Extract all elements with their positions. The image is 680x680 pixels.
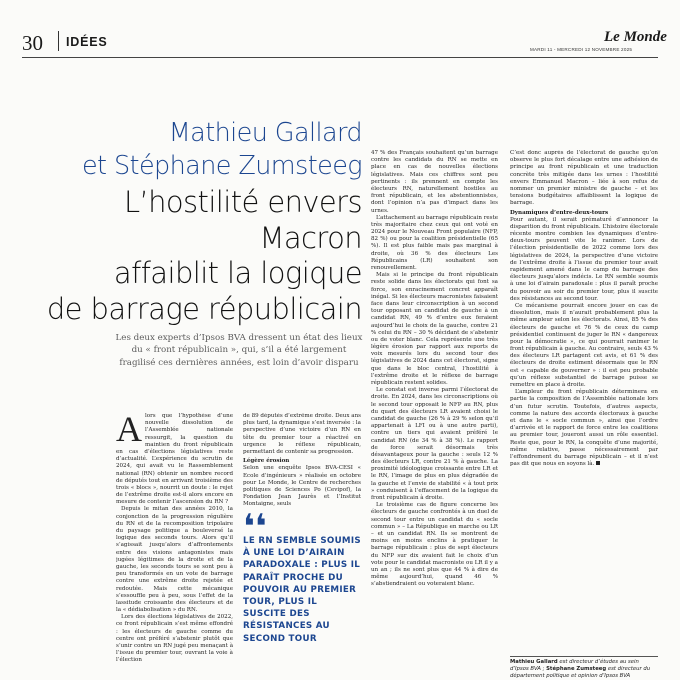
newspaper-logo[interactable]: Le Monde bbox=[604, 29, 667, 45]
deck: Les deux experts d’Ipsos BVA dressent un état des lieux du « front républicain », qui, s’il a été largement fragilisé ces dernières années, est loin d’avoir disparu bbox=[115, 333, 363, 368]
paragraph-text: L’ampleur du front républicain déterminera en partie la composition de l’Assemblée nationale lors d’un futur scrutin. Toutefois, d’autres aspects, comme la nature des accords électoraux à gauche et dans le « socle commun », ainsi que l’ordre d’arrivée et le rapport de force entre les coalitions au premier tour, joueront aussi un rôle essentiel. Reste que, pour le RN, la conquête d’une majorité, même relative, passe nécessairement par l’effondrement du barrage républicain – et il n’est pas dit que nous en soyons là. bbox=[510, 389, 658, 468]
bio-rule bbox=[510, 656, 658, 657]
header-separator bbox=[58, 31, 59, 51]
bio-name: Mathieu Gallard bbox=[510, 659, 558, 665]
title-block bbox=[40, 117, 362, 327]
page-number: 30 bbox=[22, 31, 43, 55]
paragraph: 47 % des Français souhaitent qu’un barrage contre les candidats du RN se mette en place en cas de nouvelles élections législatives. Mais ces chiffres sont peu pertinents : ils prennent en compte les électeurs RN, naturellement hostiles au front républicain, et les abstentionnistes, dont l’opinion n’a pas d’impact dans les urnes. bbox=[371, 150, 498, 214]
drop-cap: A bbox=[116, 413, 142, 449]
bio-name: Stéphane Zumsteeg bbox=[546, 666, 607, 672]
section-label[interactable]: IDÉES bbox=[66, 35, 108, 49]
paragraph bbox=[510, 389, 658, 468]
paragraph: Pour autant, il serait prématuré d’annoncer la disparition du front républicain. L’histoire électorale récente montre combien les dynamiques d’entre-deux-tours peuvent vite le ranimer. Lors de l’élection présidentielle de 2022 comme lors des législatives de 2024, la perspective d’une victoire de l’extrême droite à l’issue du premier tour avait rapidement amené dans le camp du barrage des électeurs jusqu’alors indécis. Le RN semble soumis à une loi d’airain paradoxale : plus il paraît proche du pouvoir au soir du premier tour, plus il suscite des résistances au second tour. bbox=[510, 216, 658, 302]
paragraph: C’est donc auprès de l’électorat de gauche qu’on observe le plus fort décalage entre une adhésion de principe au front républicain et une traduction concrète très mitigée dans les urnes : l’hostilité envers Emmanuel Macron – liée à son refus de nommer un premier ministre de gauche – et les tensions budgétaires affaiblissent la logique de barrage. bbox=[510, 150, 658, 207]
header-rule bbox=[22, 57, 658, 58]
pull-quote: LE RN SEMBLE SOUMIS À UNE LOI D’AIRAIN PARADOXALE : PLUS IL PARAÎT PROCHE DU POUVOIR AU PREMIER TOUR, PLUS IL SUSCITE DES RÉSISTANCES AU SECOND TOUR bbox=[243, 536, 361, 644]
author-line: et Stéphane Zumsteeg bbox=[81, 151, 362, 181]
paragraph: Selon une enquête Ipsos BVA-CESI « Ecole d’ingénieurs » réalisée en octobre pour Le Monde, le Centre de recherches politiques de Sciences Po (Cevipof), la Fondation Jean Jaurès et l’Institut Montaigne, seuls bbox=[243, 465, 361, 507]
paragraph: L’attachement au barrage républicain reste très majoritaire chez ceux qui ont voté en 2024 pour le Nouveau Front populaire (NFP, 82 %) ou pour la coalition présidentielle (65 %). Il est plus faible mais pas marginal à droite, où 36 % des électeurs Les Républicains (LR) souhaitent son renouvellement. bbox=[371, 214, 498, 271]
subheading: Dynamiques d’entre-deux-tours bbox=[510, 209, 609, 216]
paragraph: Lors des élections législatives de 2022, ce front républicain s’est même effondré : les électeurs de gauche comme du centre ont préféré s’abstenir plutôt que s’unir contre un RN jugé peu menaçant à l’issue du premier tour, ouvrant la voie à l’élection bbox=[116, 614, 233, 664]
author-bio bbox=[510, 659, 658, 680]
author-line: Mathieu Gallard bbox=[168, 118, 362, 148]
paragraph: Depuis le mitan des années 2010, la conjonction de la progression régulière du RN et de la recomposition tripolaire du paysage politique a bouleversé la logique des seconds tours. Alors qu’il s’agissait jusqu’alors d’affrontements entre des visions antagonistes mais jugées légitimes de la droite et de la gauche, les seconds tours se sont peu à peu transformés en un vote de barrage contre une extrême droite rejetée et redoutée. Mais cette mécanique s’essouffle peu à peu, sous l’effet de la lassitude croissante des électeurs et de la « dédiabolisation » du RN. bbox=[116, 506, 233, 614]
paragraph: Ce mécanisme pourrait encore jouer en cas de dissolution, mais il n’aurait probablement plus la même ampleur selon les électorats. Ainsi, 85 % des électeurs de gauche et 76 % de ceux du camp présidentiel continuent de juger le RN « dangereux pour la démocratie », ce qui pourrait ranimer le front républicain à gauche. Au contraire, seuls 43 % des électeurs LR partagent cet avis, et 61 % des électeurs de droite estiment désormais que le RN est « capable de gouverner » : il est peu probable qu’un réflexe substantiel de barrage puisse se remettre en place à droite. bbox=[510, 302, 658, 388]
end-mark-icon bbox=[596, 461, 600, 465]
body-column-4 bbox=[510, 150, 658, 562]
headline-line: affaiblit la logique bbox=[113, 256, 362, 290]
paragraph: de 89 députés d’extrême droite. Deux ans plus tard, la dynamique s’est inversée : la perspective d’une victoire d’un RN en tête du premier tour a réactivé en urgence le réflexe républicain, permettant de contenir sa progression. bbox=[243, 413, 361, 455]
subheading: Légère érosion bbox=[243, 458, 290, 465]
paragraph: Mais si le principe du front républicain reste solide dans les électorats qui font sa force, son enracinement concret apparaît inégal. Si les électeurs macronistes faisaient face dans leur circonscription à un second tour opposant un candidat de gauche à un candidat RN, 49 % d’entre eux feraient aujourd’hui le choix de la gauche, contre 21 % celui du RN – 30 % décidant de s’abstenir ou de voter blanc. Cela représente une très légère érosion par rapport aux reports de voix mesurés lors du second tour des législatives de 2024 dans cet électorat, signe que dans le bloc central, l’hostilité à l’extrême droite et le réflexe de barrage républicain restent solides. bbox=[371, 272, 498, 386]
paragraph: lors que l’hypothèse d’une nouvelle dissolution de l’Assemblée nationale ressurgit, la question du maintien du front républicain en cas d’élections législatives reste d’actualité. L’expérience du scrutin de 2024, qui avait vu le Rassemblement national (RN) obtenir un nombre record de députés tout en arrivant troisième des trois « blocs », nourrit un doute : le rejet de l’extrême droite est-il alors encore en mesure de contenir l’ascension du RN ? bbox=[116, 413, 233, 506]
body-column-2 bbox=[243, 413, 361, 507]
headline-line: L’hostilité envers Macron bbox=[123, 185, 362, 255]
paragraph: Le troisième cas de figure concerne les électeurs de gauche confrontés à un duel de second tour entre un candidat du « socle commun » – La République en marche ou LR – et un candidat RN. Ils se montrent de moins en moins enclins à pratiquer le barrage républicain : plus de sept électeurs du NFP sur dix avaient fait le choix d’un vote pour le candidat macroniste ou LR il y a un an ; ils ne sont plus que 44 % à dire de même aujourd’hui, quand 46 % s’abstiendraient ou voteraient blanc. bbox=[371, 502, 498, 588]
body-column-1 bbox=[116, 413, 233, 669]
headline-line: de barrage républicain bbox=[46, 291, 362, 326]
dateline: MARDI 11 - MERCREDI 12 NOVEMBRE 2025 bbox=[530, 47, 633, 52]
body-column-3 bbox=[371, 150, 498, 669]
paragraph: Le constat est inverse parmi l’électorat de droite. En 2024, dans les circonscriptions où le second tour opposait le NFP au RN, plus du quart des électeurs LR avaient choisi le candidat de gauche (26 % à 29 % selon qu’il appartenait à LFI ou à une autre parti), contre un tiers qui avaient préféré le candidat RN (de 34 % à 38 %). Le rapport de force serait désormais très désavantageux pour la gauche : seuls 12 % des électeurs LR, contre 21 % à gauche. La proximité idéologique croissante entre LR et le RN, l’image de plus en plus dégradée de la gauche et l’envie de stabilité « à tout prix » conduisent à l’effacement de la logique du front républicain à droite. bbox=[371, 387, 498, 501]
bio-role: est directeur d’études au sein d’Ipsos BVA ; bbox=[510, 659, 639, 672]
quote-mark-icon: ❛❛ bbox=[243, 507, 267, 547]
bio-role: est directeur du département politique et opinion d’Ipsos BVA bbox=[510, 666, 651, 679]
